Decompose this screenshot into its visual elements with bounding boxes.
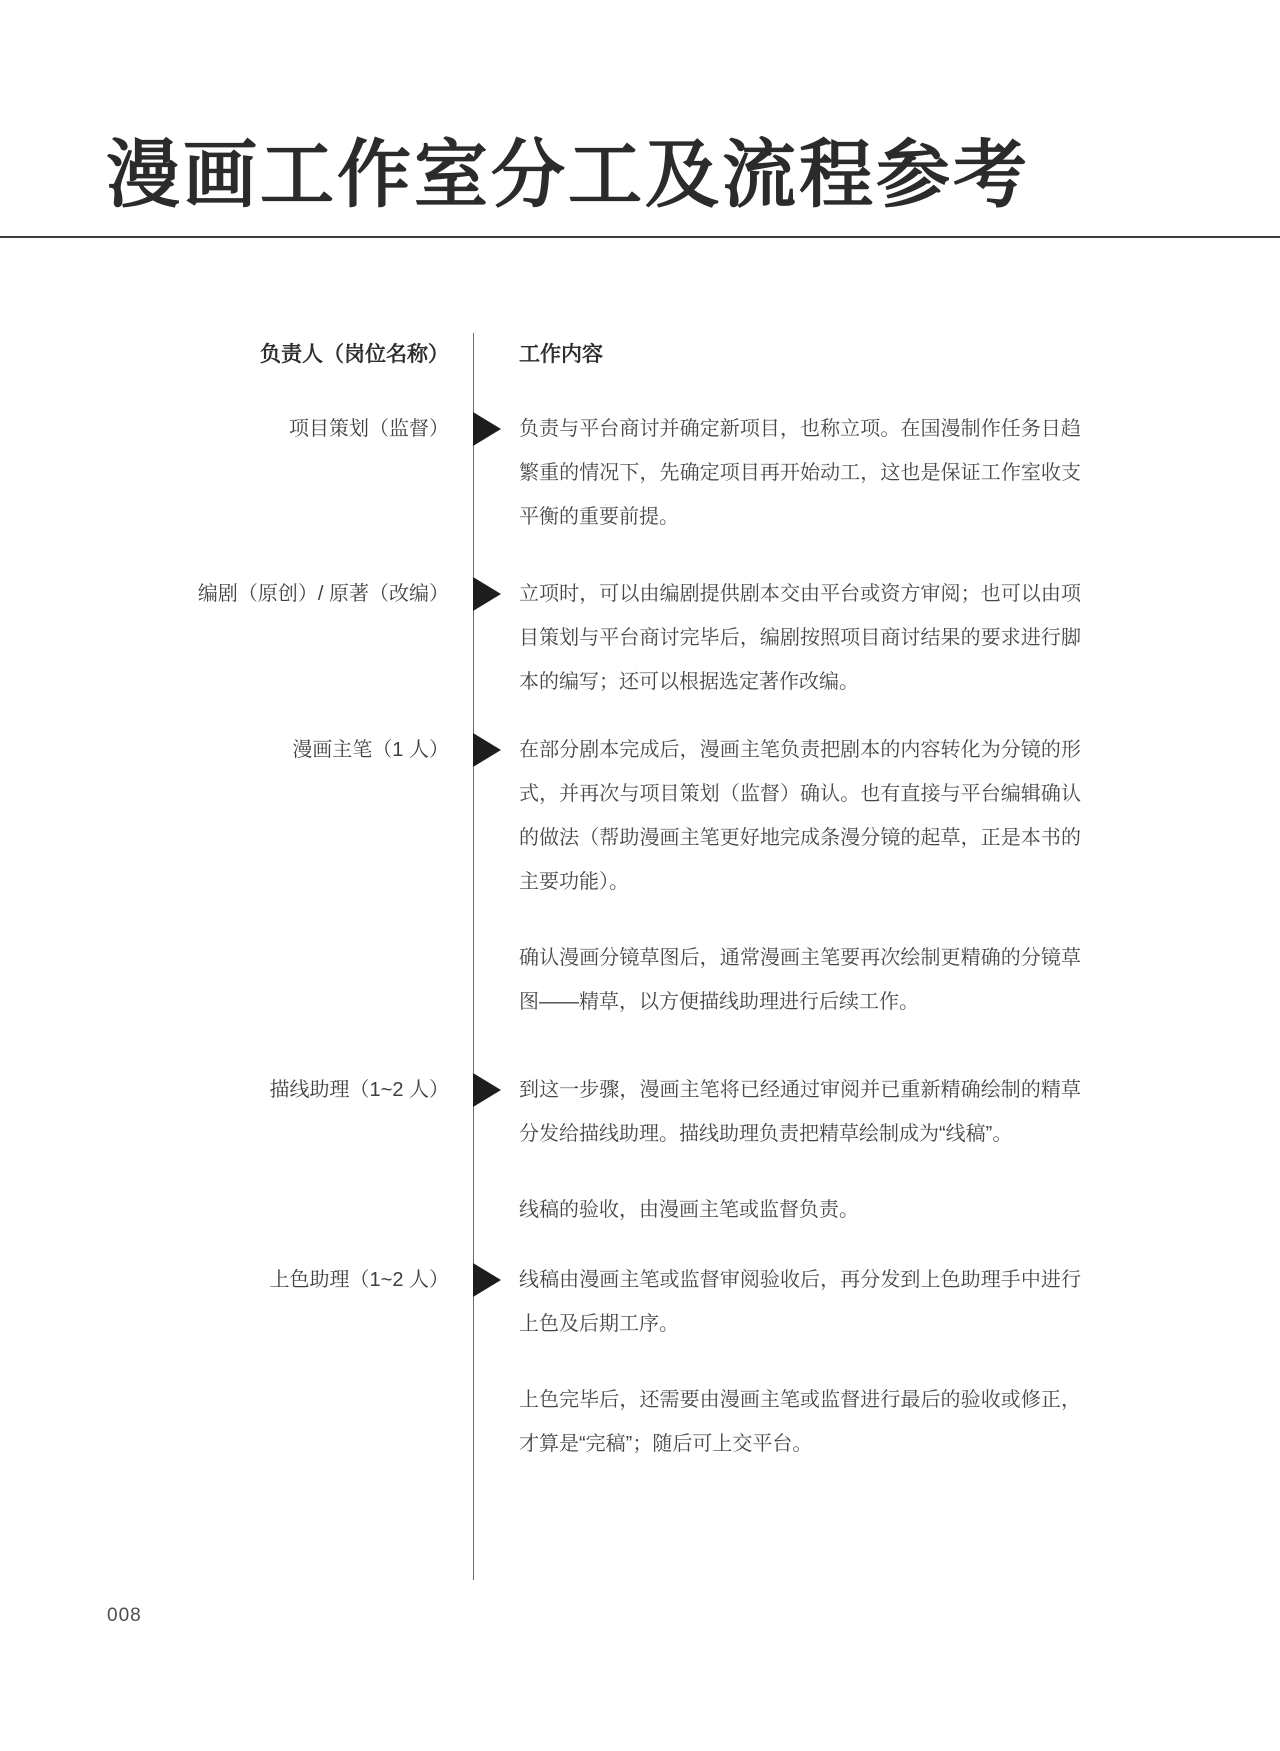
title-underline <box>0 236 1280 238</box>
work-content <box>519 1258 1081 1466</box>
page-number: 008 <box>107 1605 142 1626</box>
work-paragraph: 线稿的验收，由漫画主笔或监督负责。 <box>519 1199 859 1221</box>
work-paragraph: 确认漫画分镜草图后，通常漫画主笔要再次绘制更精确的分镜草图——精草，以方便描线助理进行后续工作。 <box>519 947 1081 1013</box>
column-header-role: 负责人（岗位名称） <box>260 343 449 366</box>
work-paragraph: 在部分剧本完成后，漫画主笔负责把剧本的内容转化为分镜的形式，并再次与项目策划（监督）确认。也有直接与平台编辑确认的做法（帮助漫画主笔更好地完成条漫分镜的起草，正是本书的主要功能）。 <box>519 739 1081 893</box>
arrow-right-icon <box>473 733 501 767</box>
arrow-right-icon <box>473 412 501 446</box>
role-label: 上色助理（1~2 人） <box>269 1269 449 1291</box>
arrow-right-icon <box>473 1263 501 1297</box>
page-title: 漫画工作室分工及流程参考 <box>106 135 1030 217</box>
work-paragraph: 立项时，可以由编剧提供剧本交由平台或资方审阅；也可以由项目策划与平台商讨完毕后，编剧按照项目商讨结果的要求进行脚本的编写；还可以根据选定著作改编。 <box>519 583 1081 693</box>
role-label: 项目策划（监督） <box>289 418 449 440</box>
column-header-work: 工作内容 <box>519 343 603 366</box>
arrow-right-icon <box>473 1073 501 1107</box>
work-paragraph: 上色完毕后，还需要由漫画主笔或监督进行最后的验收或修正，才算是“完稿”；随后可上交平台。 <box>519 1389 1081 1455</box>
role-label: 编剧（原创）/ 原著（改编） <box>197 583 449 605</box>
work-content <box>519 572 1081 704</box>
divider-line <box>473 333 474 1580</box>
role-label: 漫画主笔（1 人） <box>292 739 449 761</box>
work-content <box>519 1068 1081 1232</box>
work-paragraph: 到这一步骤，漫画主笔将已经通过审阅并已重新精确绘制的精草分发给描线助理。描线助理负责把精草绘制成为“线稿”。 <box>519 1079 1081 1145</box>
work-content <box>519 728 1081 1024</box>
role-label: 描线助理（1~2 人） <box>269 1079 449 1101</box>
work-paragraph: 负责与平台商讨并确定新项目，也称立项。在国漫制作任务日趋繁重的情况下，先确定项目再开始动工，这也是保证工作室收支平衡的重要前提。 <box>519 418 1081 528</box>
work-content <box>519 407 1081 539</box>
arrow-right-icon <box>473 577 501 611</box>
work-paragraph: 线稿由漫画主笔或监督审阅验收后，再分发到上色助理手中进行上色及后期工序。 <box>519 1269 1081 1335</box>
